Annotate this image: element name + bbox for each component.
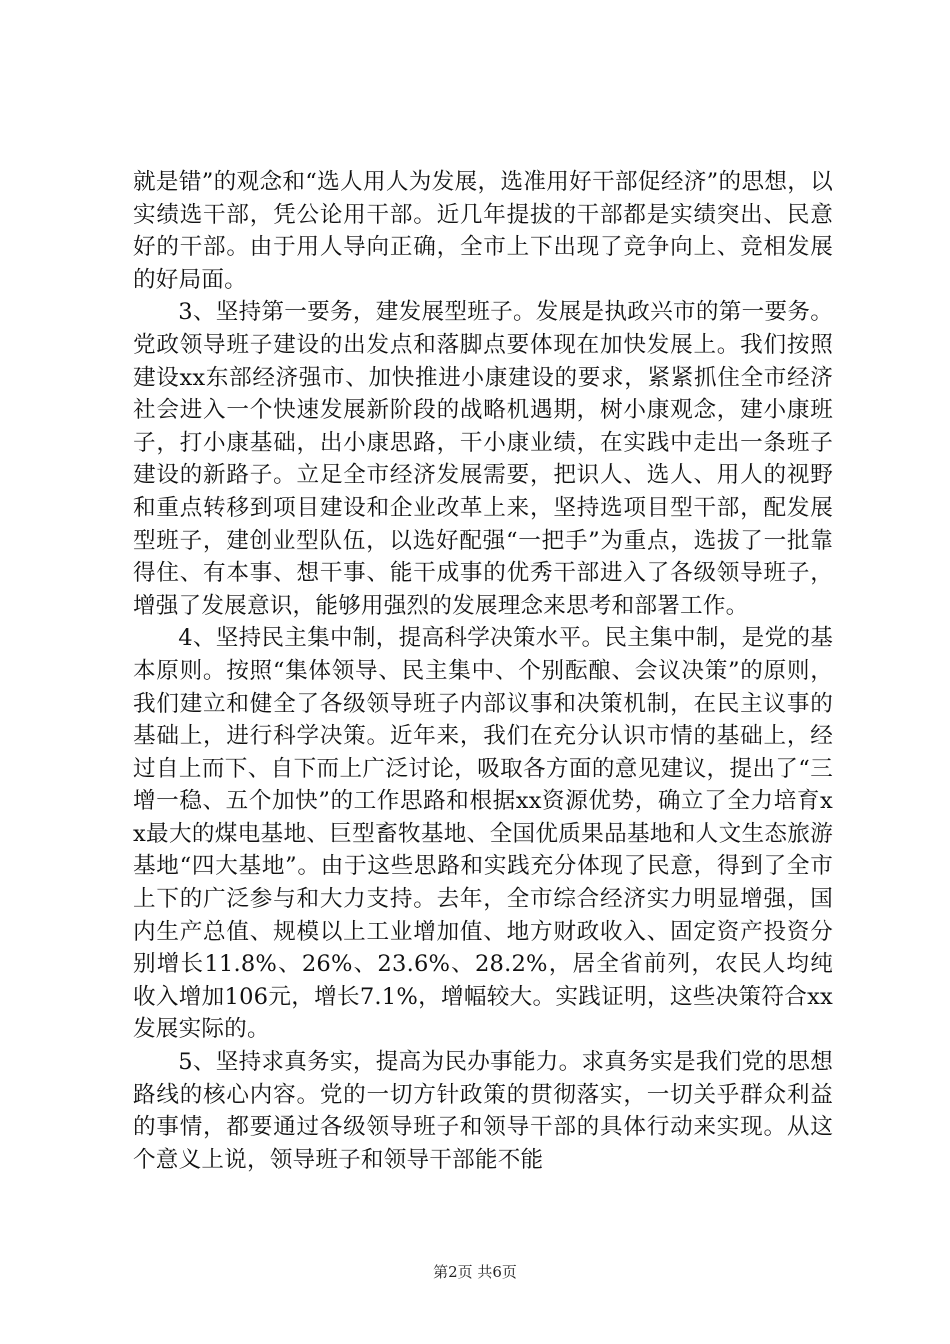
paragraph-item-5: 5、坚持求真务实，提高为民办事能力。求真务实是我们党的思想路线的核心内容。党的一切方针政策的贯彻落实，一切关乎群众利益的事情，都要通过各级领导班子和领导干部的具体行动来实现。从这个意义上说，领导班子和领导干部能不能	[133, 1049, 833, 1173]
page-number-footer: 第2页 共6页	[433, 1263, 517, 1281]
paragraph-item-4: 4、坚持民主集中制，提高科学决策水平。民主集中制，是党的基本原则。按照“集体领导、民主集中、个别酝酿、会议决策”的原则，我们建立和健全了各级领导班子内部议事和决策机制，在民主议事的基础上，进行科学决策。近年来，我们在充分认识市情的基础上，经过自上而下、自下而上广泛讨论，吸取各方面的意见建议，提出了“三增一稳、五个加快”的工作思路和根据xx资源优势，确立了全力培育xx最大的煤电基地、巨型畜牧基地、全国优质果品基地和人文生态旅游基地“四大基地”。由于这些思路和实践充分体现了民意，得到了全市上下的广泛参与和大力支持。去年，全市综合经济实力明显增强，国内生产总值、规模以上工业增加值、地方财政收入、固定资产投资分别增长11.8%、26%、23.6%、28.2%，居全省前列，农民人均纯收入增加106元，增长7.1%，增幅较大。实践证明，这些决策符合xx发展实际的。	[133, 625, 834, 1043]
paragraph-continuation: 就是错”的观念和“选人用人为发展，选准用好干部促经济”的思想，以实绩选干部，凭公论用干部。近几年提拔的干部都是实绩突出、民意好的干部。由于用人导向正确，全市上下出现了竞争向上、竞相发展的好局面。	[133, 169, 833, 293]
paragraph-item-3: 3、坚持第一要务，建发展型班子。发展是执政兴市的第一要务。党政领导班子建设的出发点和落脚点要体现在加快发展上。我们按照建设xx东部经济强市、加快推进小康建设的要求，紧紧抓住全市经济社会进入一个快速发展新阶段的战略机遇期，树小康观念，建小康班子，打小康基础，出小康思路，干小康业绩，在实践中走出一条班子建设的新路子。立足全市经济发展需要，把识人、选人、用人的视野和重点转移到项目建设和企业改革上来，坚持选项目型干部，配发展型班子，建创业型队伍，以选好配强“一把手”为重点，选拔了一批靠得住、有本事、想干事、能干成事的优秀干部进入了各级领导班子，增强了发展意识，能够用强烈的发展理念来思考和部署工作。	[133, 299, 833, 619]
document-body	[133, 166, 833, 1176]
